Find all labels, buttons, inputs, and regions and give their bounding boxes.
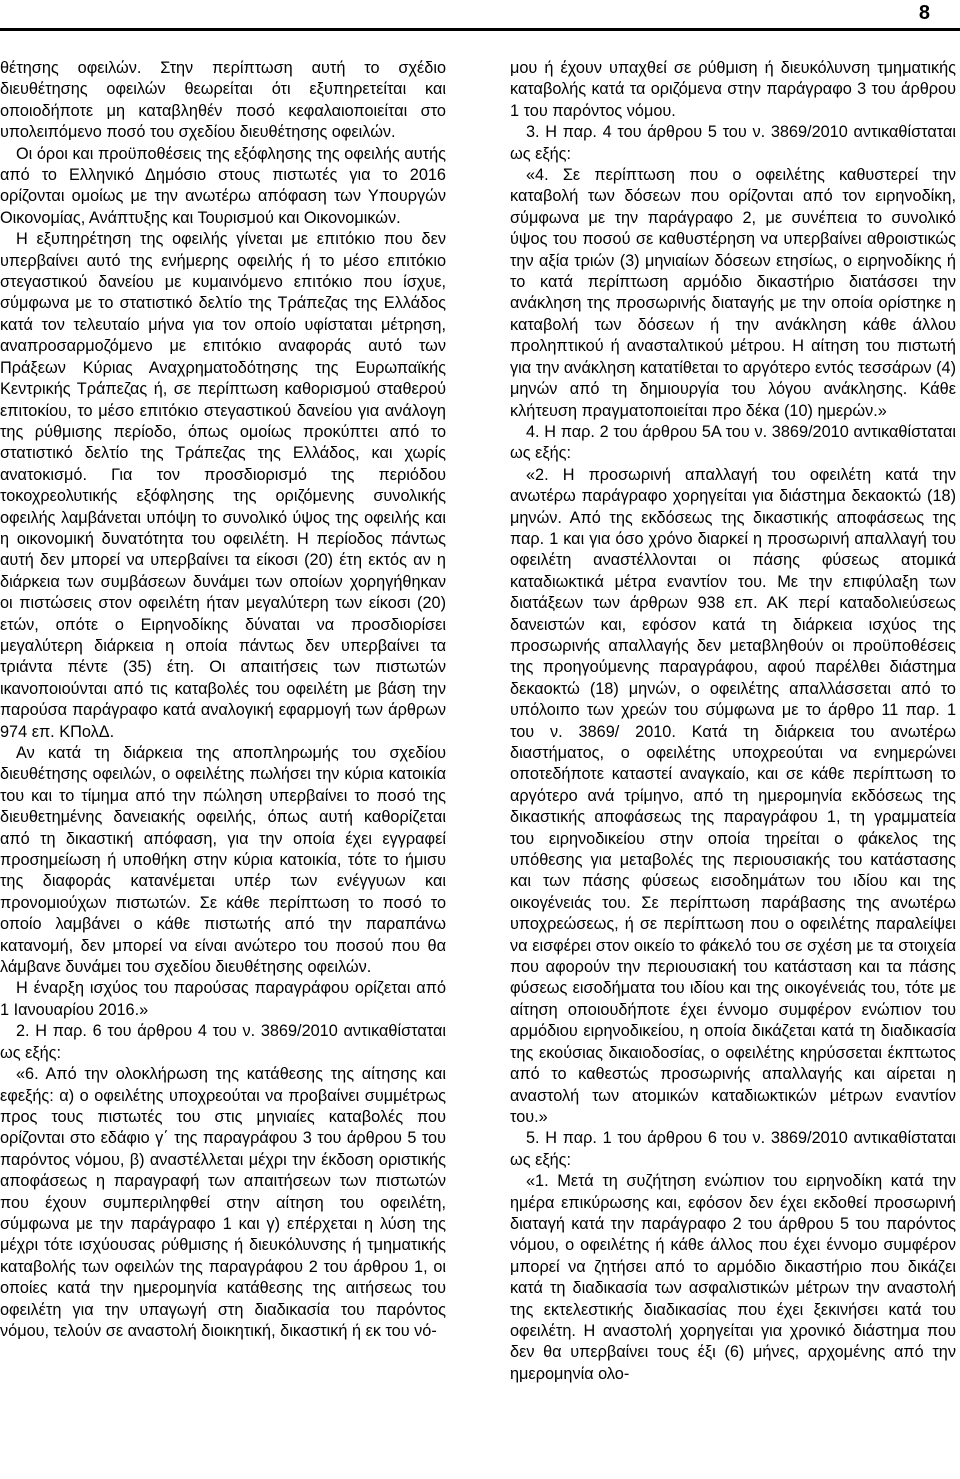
paragraph: Η εξυπηρέτηση της οφειλής γίνεται με επιτόκιο που δεν υπερβαίνει αυτό της ενήμερης οφειλής ή το μέσο επιτόκιο στεγαστικού δανείου με κυμαινόμενο επιτόκιο που ίσχυε, σύμφωνα με το στατιστικό δελτίο της Τράπεζας της Ελλάδος κατά τον τελευταίο μήνα για τον οποίο υφίσταται μέτρηση, αναπροσαρμοζόμενο με επιτόκιο αναφοράς αυτό των Πράξεων Κύριας Αναχρηματοδότησης της Ευρωπαϊκής Κεντρικής Τράπεζας ή, σε περίπτωση καθορισμού σταθερού επιτοκίου, το μέσο επιτόκιο στεγαστικού δανείου για ανάλογη της ρύθμισης περίοδο, όπως ομοίως προκύπτει από το στατιστικό δελτίο της Τράπεζας της Ελλάδος, και χωρίς ανατοκισμό. Για τον προσδιορισμό της περιόδου τοκοχρεολυτικής εξόφλησης της οριζόμενης συνολικής οφειλής λαμβάνεται υπόψη το συνολικό ύψος της οφειλής και η οικονομική δυνατότητα του οφειλέτη. Η περίοδος πάντως αυτή δεν μπορεί να υπερβαίνει τα είκοσι (20) έτη εκτός αν η διάρκεια των συμβάσεων δυνάμει των οποίων χορηγήθηκαν οι πιστώσεις στον οφειλέτη ήταν μεγαλύτερη των είκοσι (20) ετών, οπότε ο Ειρηνοδίκης δύναται να προσδιορίσει μεγαλύτερη διάρκεια η οποία πάντως δεν υπερβαίνει τα τριάντα πέντε (35) έτη. Οι απαιτήσεις των πιστωτών ικανοποιούνται από τις καταβολές του οφειλέτη με βάση την παρούσα παράγραφο κατά αναλογική εφαρμογή των άρθρων 974 επ. ΚΠολΔ. [0, 230, 446, 741]
header-rule [0, 28, 960, 31]
right-column [510, 58, 956, 1385]
paragraph: 4. Η παρ. 2 του άρθρου 5Α του ν. 3869/2010 αντικαθίσταται ως εξής: [510, 422, 956, 463]
paragraph: 2. Η παρ. 6 του άρθρου 4 του ν. 3869/2010 αντικαθίσταται ως εξής: [0, 1022, 446, 1062]
page-number: 8 [918, 2, 930, 24]
paragraph: 5. Η παρ. 1 του άρθρου 6 του ν. 3869/2010 αντικαθίσταται ως εξής: [510, 1129, 956, 1169]
paragraph: «1. Μετά τη συζήτηση ενώπιον του ειρηνοδίκη κατά την ημέρα επικύρωσης και, εφόσον δεν έχει εκδοθεί προσωρινή διαταγή κατά την παράγραφο 2 του άρθρου 5 του παρόντος νόμου, ο οφειλέτης ή κάθε άλλος που έχει έννομο συμφέρον μπορεί να ζητήσει από το αρμόδιο δικαστήριο που δικάζει κατά τη διαδικασία των ασφαλιστικών μέτρων την αναστολή της εκτελεστικής διαδικασίας που έχει ξεκινήσει κατά του οφειλέτη. Η αναστολή χορηγείται για χρονικό διάστημα που δεν θα υπερβαίνει τους έξι (6) μήνες, αρχομένης από την ημερομηνία ολο- [510, 1172, 956, 1383]
paragraph: «4. Σε περίπτωση που ο οφειλέτης καθυστερεί την καταβολή των δόσεων που ορίζονται από τον ειρηνοδίκη, σύμφωνα με την παράγραφο 2, με συνέπεια το συνολικό ύψος του ποσού σε καθυστέρηση να υπερβαίνει αθροιστικώς την αξία τριών (3) μηνιαίων δόσεων ετησίως, ο ειρηνοδίκης ή το κατά περίπτωση αρμόδιο δικαστήριο διατάσσει την ανάκληση της προσωρινής διαταγής με την οποία ορίστηκε η καταβολή των δόσεων ή την ανάκληση κάθε άλλου προληπτικού ή ανασταλτικού μέτρου. Η αίτηση του πιστωτή για την ανάκληση κατατίθεται το αργότερο εντός τεσσάρων (4) μηνών από τη δημιουργία του λόγου ανάκλησης. Κάθε κλήτευση πραγματοποιείται προ δέκα (10) ημερών.» [510, 166, 956, 420]
paragraph: θέτησης οφειλών. Στην περίπτωση αυτή το σχέδιο διευθέτησης οφειλών θεωρείται ότι εξυπηρετείται και οποιοδήποτε μη καταβληθέν ποσό κεφαλαιοποιείται στο υπολειπόμενο ποσό του σχεδίου διευθέτησης οφειλών. [0, 59, 446, 142]
paragraph: Η έναρξη ισχύος του παρούσας παραγράφου ορίζεται από 1 Ιανουαρίου 2016.» [0, 979, 446, 1019]
paragraph: Αν κατά τη διάρκεια της αποπληρωμής του σχεδίου διευθέτησης οφειλών, ο οφειλέτης πωλήσει την κύρια κατοικία του και το τίμημα από την πώληση υπερβαίνει το ποσό της διευθετημένης δανειακής οφειλής, όπως αυτή καθορίζεται από τη δικαστική απόφαση, για την οποία έχει εγγραφεί προσημείωση ή υποθήκη στην κύρια κατοικία, τότε το ήμισυ της διαφοράς κατανέμεται υπέρ των ενέγγυων και προνομιούχων πιστωτών. Σε κάθε περίπτωση το ποσό το οποίο λαμβάνει ο κάθε πιστωτής από την παραπάνω κατανομή, δεν μπορεί να είναι ανώτερο του ποσού που θα λάμβανε δυνάμει του σχεδίου διευθέτησης οφειλών. [0, 744, 446, 977]
paragraph: 3. Η παρ. 4 του άρθρου 5 του ν. 3869/2010 αντικαθίσταται ως εξής: [510, 123, 956, 163]
left-column [0, 58, 446, 1342]
paragraph: «2. Η προσωρινή απαλλαγή του οφειλέτη κατά την ανωτέρω παράγραφο χορηγείται για διάστημα δεκαοκτώ (18) μηνών. Από της εκδόσεως της δικαστικής αποφάσεως της παρ. 1 και για όσο χρόνο διαρκεί η προσωρινή απαλλαγή του οφειλέτη αναστέλλονται οι πάσης φύσεως ατομικά καταδιωκτικά μέτρα εναντίον του. Με την επιφύλαξη των διατάξεων των άρθρων 938 επ. ΑΚ περί καταδολιεύσεως δανειστών και, εφόσον κατά τη διάρκεια ισχύος της προσωρινής απαλλαγής δεν μεταβληθούν οι προϋποθέσεις της προηγούμενης παραγράφου, αφού παρέλθει διάστημα δεκαοκτώ (18) μηνών, ο οφειλέτης απαλλάσσεται από το υπόλοιπο των χρεών του σύμφωνα με το άρθρο 11 παρ. 1 του ν. 3869/ 2010. Κατά τη διάρκεια του ανωτέρω διαστήματος, ο οφειλέτης υποχρεούται να ενημερώνει οποτεδήποτε καταστεί αναγκαίο, και σε κάθε περίπτωση το αργότερο ανά τρίμηνο, από τη ημερομηνία εκδόσεως της δικαστικής αποφάσεως της παραγράφου 1, τη γραμματεία του ειρηνοδικείου στην οποία τηρείται ο φάκελος της υπόθεσης για μεταβολές της περιουσιακής του κατάστασης και των πάσης φύσεως εισοδημάτων του ιδίου και της οικογένειάς του. Σε περίπτωση παράβασης της ανωτέρω υποχρεώσεως, ή σε περίπτωση που ο οφειλέτης παραλείψει να εισφέρει στον οικείο το φάκελό του σε σχέση με τα στοιχεία που αφορούν την περιουσιακή του κατάσταση και τα πάσης φύσεως εισοδήματα του ιδίου και της οικογένειάς του, τότε με αίτηση οποιουδήποτε έχει έννομο συμφέρον ενώπιον του αρμόδιου ειρηνοδικείου, η οποία δικάζεται κατά τη διαδικασία της εκούσιας δικαιοδοσίας, ο οφειλέτης κηρύσσεται έκπτωτος από το καθεστώς προσωρινής απαλλαγής και αίρεται η αναστολή των ατομικών καταδιωκτικών μέτρων εναντίον του.» [510, 465, 956, 1126]
paragraph: μου ή έχουν υπαχθεί σε ρύθμιση ή διευκόλυνση τμηματικής καταβολής κατά τα οριζόμενα στην παράγραφο 3 του άρθρου 1 του παρόντος νόμου. [510, 59, 956, 120]
paragraph: Οι όροι και προϋποθέσεις της εξόφλησης της οφειλής αυτής από το Ελληνικό Δημόσιο στους πιστωτές για το 2016 ορίζονται ομοίως με την ανωτέρω απόφαση των Υπουργών Οικονομίας, Ανάπτυξης και Τουρισμού και Οικονομικών. [0, 144, 446, 227]
paragraph: «6. Από την ολοκλήρωση της κατάθεσης της αίτησης και εφεξής: α) ο οφειλέτης υποχρεούται να προβαίνει συμμέτρως προς τους πιστωτές του στις μηνιαίες καταβολές που ορίζονται στο εδάφιο γ΄ της παραγράφου 3 του άρθρου 5 του παρόντος νόμου, β) αναστέλλεται μέχρι την έκδοση οριστικής αποφάσεως η παραγραφή των απαιτήσεων των πιστωτών που έχουν συμπεριληφθεί στην αίτηση του οφειλέτη, σύμφωνα με την παράγραφο 1 και γ) επέρχεται η λύση της μέχρι τότε ισχύουσας ρύθμισης ή διευκόλυνσης ή τμηματικής καταβολής των οφειλών της παραγράφου 2 του άρθρου 1, οι οποίες κατά την ημερομηνία κατάθεσης της αιτήσεως του οφειλέτη για την υπαγωγή στη διαδικασία του παρόντος νόμου, τελούν σε αναστολή διοικητική, δικαστική ή εκ του νό- [0, 1065, 446, 1340]
